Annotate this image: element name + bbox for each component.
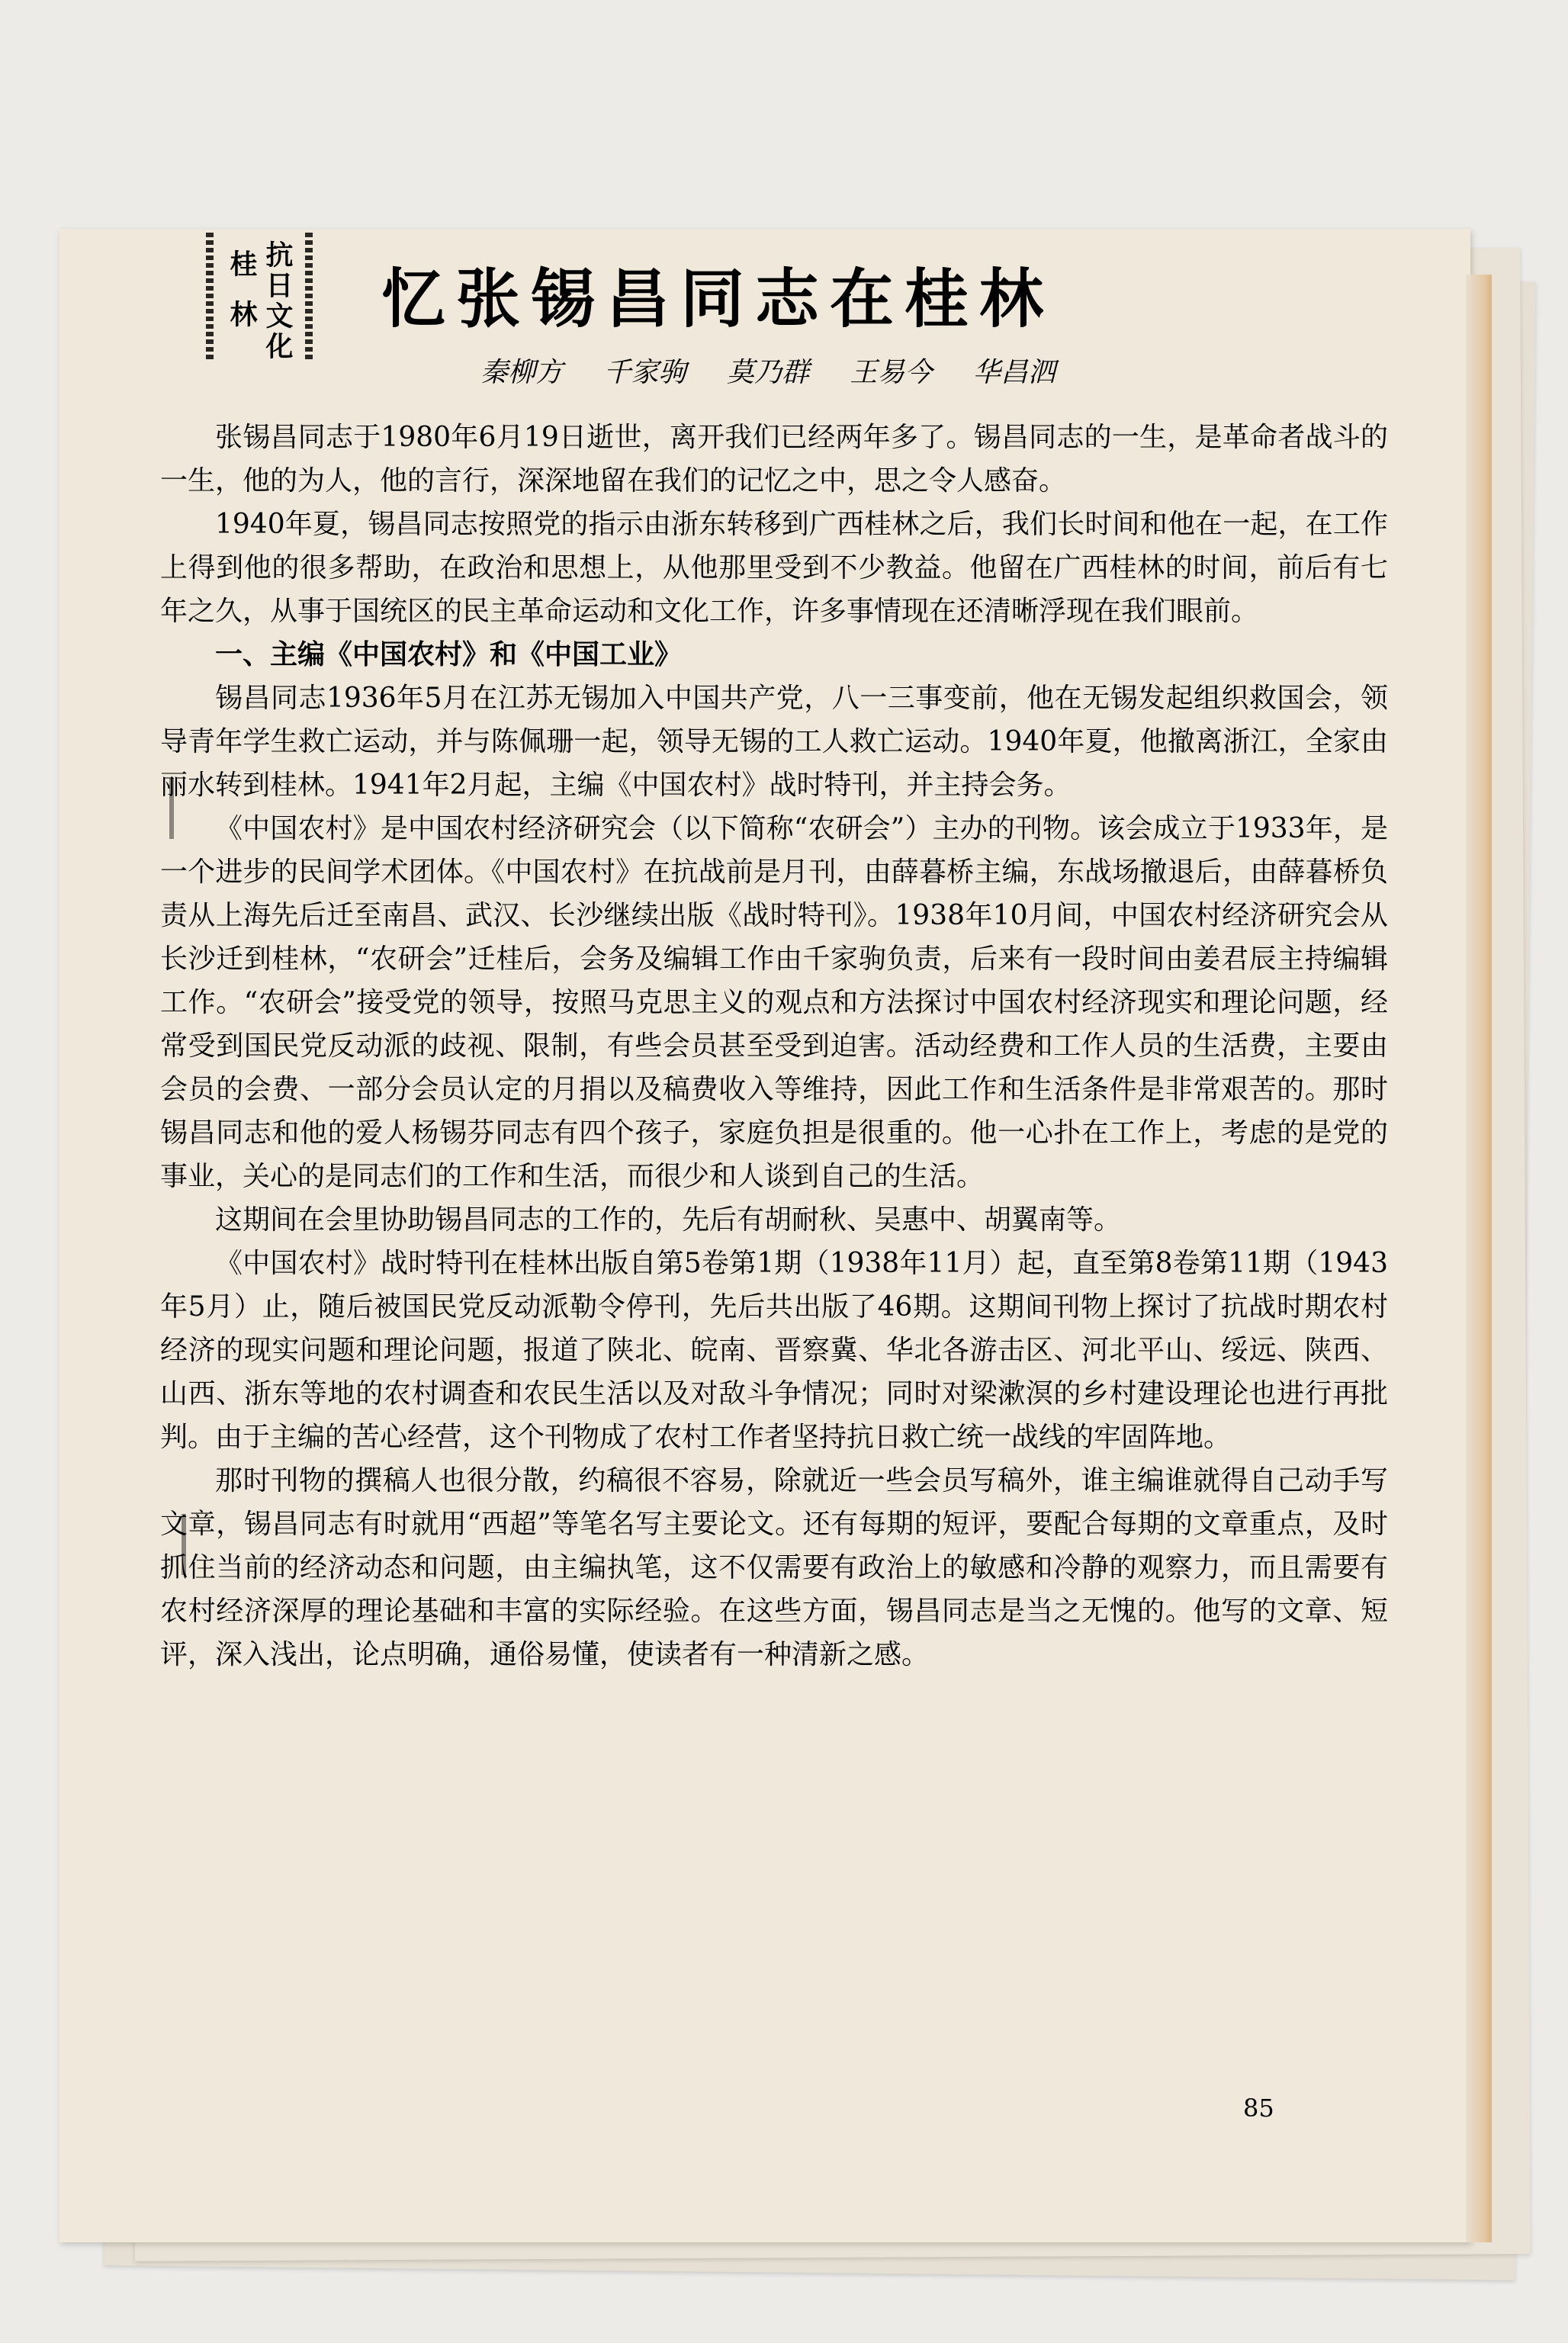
paragraph: 锡昌同志1936年5月在江苏无锡加入中国共产党，八一三事变前，他在无锡发起组织救国会，领导青年学生救亡运动，并与陈佩珊一起，领导无锡的工人救亡运动。1940年夏，他撤离浙江，全家由丽水转到桂林。1941年2月起，主编《中国农村》战时特刊，并主持会务。 <box>160 683 1388 801</box>
paragraph: 那时刊物的撰稿人也很分散，约稿很不容易，除就近一些会员写稿外，谁主编谁就得自己动手写文章，锡昌同志有时就用“西超”等笔名写主要论文。还有每期的短评，要配合每期的文章重点，及时抓住当前的经济动态和问题，由主编执笔，这不仅需要有政治上的敏感和冷静的观察力，而且需要有农村经济深厚的理论基础和丰富的实际经验。在这些方面，锡昌同志是当之无愧的。他写的文章、短评，深入浅出，论点明确，通俗易懂，使读者有一种清新之感。 <box>160 1465 1388 1670</box>
paragraph: 张锡昌同志于1980年6月19日逝世，离开我们已经两年多了。锡昌同志的一生，是革命者战斗的一生，他的为人，他的言行，深深地留在我们的记忆之中，思之令人感奋。 <box>160 422 1388 497</box>
author: 千家驹 <box>603 357 686 388</box>
sidebar-column-1: 抗日文化 <box>262 240 294 362</box>
paragraph: 这期间在会里协助锡昌同志的工作的，先后有胡耐秋、吴惠中、胡翼南等。 <box>215 1204 1122 1236</box>
paragraph: 《中国农村》是中国农村经济研究会（以下简称“农研会”）主办的刊物。该会成立于1933年，是一个进步的民间学术团体。《中国农村》在抗战前是月刊，由薛暮桥主编，东战场撤退后，由薛暮桥负责从上海先后迁至南昌、武汉、长沙继续出版《战时特刊》。1938年10月间，中国农村经济研究会从长沙迁到桂林，“农研会”迁桂后，会务及编辑工作由千家驹负责，后来有一段时间由姜君辰主持编辑工作。“农研会”接受党的领导，按照马克思主义的观点和方法探讨中国农村经济现实和理论问题，经常受到国民党反动派的歧视、限制，有些会员甚至受到迫害。活动经费和工作人员的生活费，主要由会员的会费、一部分会员认定的月捐以及稿费收入等维持，因此工作和生活条件是非常艰苦的。那时锡昌同志和他的爱人杨锡芬同志有四个孩子，家庭负担是很重的。他一心扑在工作上，考虑的是党的事业，关心的是同志们的工作和生活，而很少和人谈到自己的生活。 <box>160 813 1388 1192</box>
section-heading: 一、主编《中国农村》和《中国工业》 <box>215 638 683 670</box>
sidebar-rule <box>305 233 313 362</box>
paragraph: 1940年夏，锡昌同志按照党的指示由浙东转移到广西桂林之后，我们长时间和他在一起，在工作上得到他的很多帮助，在政治和思想上，从他那里受到不少教益。他留在广西桂林的时间，前后有七年之久，从事于国统区的民主革命运动和文化工作，许多事情现在还清晰浮现在我们眼前。 <box>160 509 1388 627</box>
article-body <box>160 416 1388 1676</box>
author: 秦柳方 <box>480 357 564 388</box>
section-sidebar <box>175 233 343 362</box>
article-title: 忆张锡昌同志在桂林 <box>381 261 1055 336</box>
author: 莫乃群 <box>726 357 809 388</box>
author-list <box>480 351 1319 390</box>
author: 华昌泗 <box>972 357 1056 388</box>
page-number: 85 <box>1243 2094 1274 2123</box>
author: 王易今 <box>850 357 933 388</box>
paragraph: 《中国农村》战时特刊在桂林出版自第5卷第1期（1938年11月）起，直至第8卷第11期（1943年5月）止，随后被国民党反动派勒令停刊，先后共出版了46期。这期间刊物上探讨了抗战时期农村经济的现实问题和理论问题，报道了陕北、皖南、晋察冀、华北各游击区、河北平山、绥远、陕西、山西、浙东等地的农村调查和农民生活以及对敌斗争情况；同时对梁漱溟的乡村建设理论也进行再批判。由于主编的苦心经营，这个刊物成了农村工作者坚持抗日救亡统一战线的牢固阵地。 <box>160 1248 1388 1453</box>
page-edge <box>1466 275 1492 2242</box>
sidebar-column-2: 桂林 <box>226 249 258 350</box>
sidebar-rule <box>206 233 214 362</box>
